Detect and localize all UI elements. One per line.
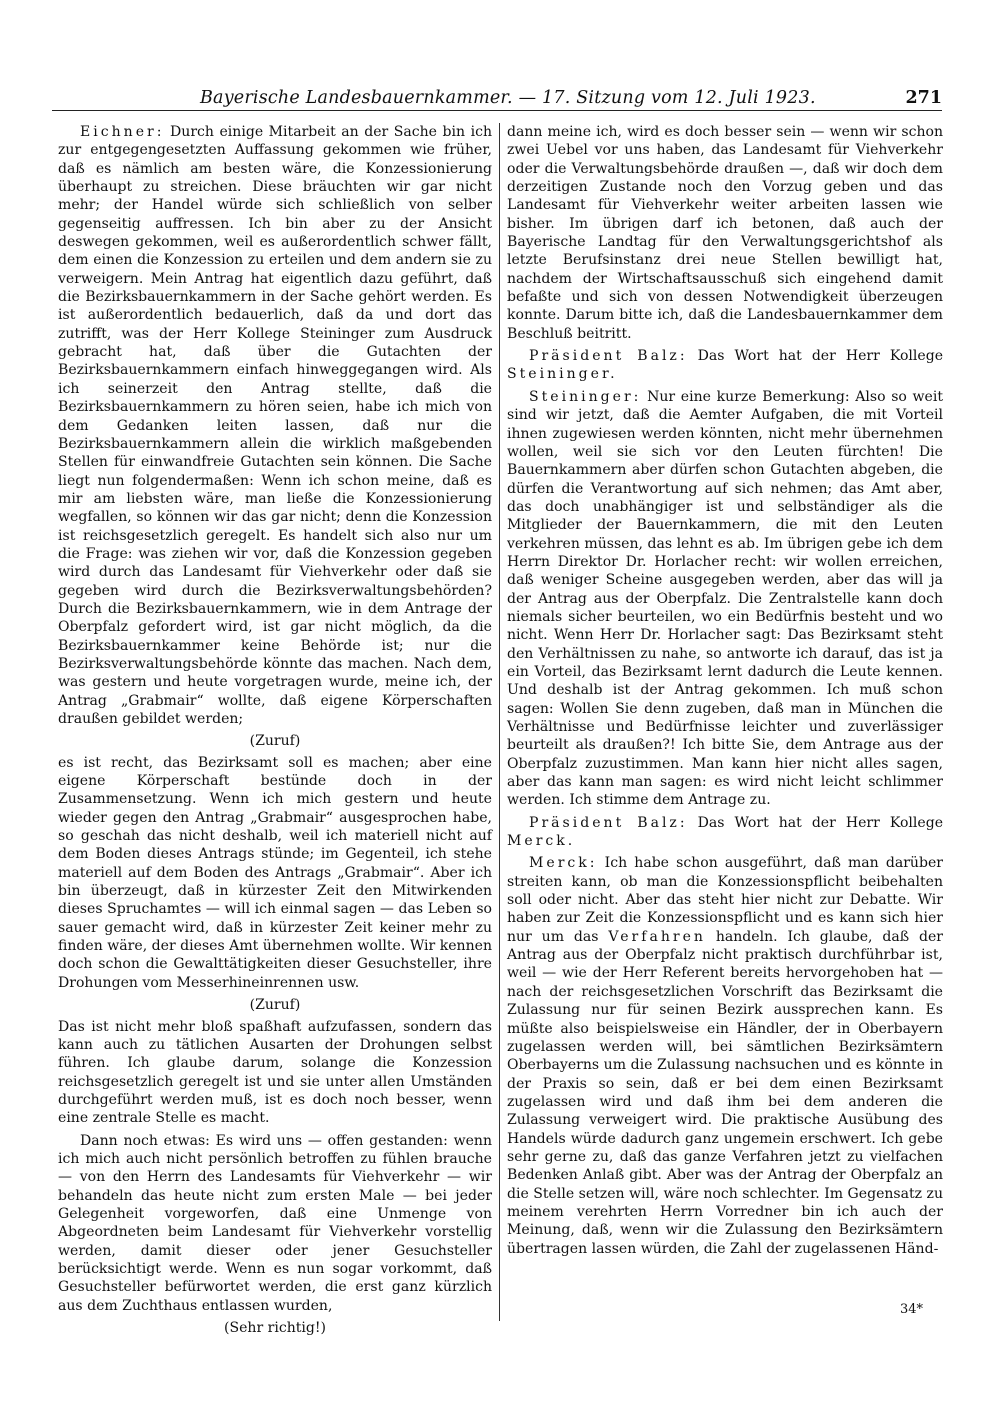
column-divider (499, 123, 500, 1321)
paragraph-steininger (507, 388, 943, 810)
speaker-name: Steininger: (529, 388, 642, 405)
paragraph-text: Ich habe schon ausgeführt, daß man darüber streiten kann, ob man die Konzessionspflicht beibehalten soll oder nicht. Aber das steht hier nicht zur Debatte. Wir haben zur Zeit die Konzessionspflicht und es kann sich hier nur um das (507, 855, 943, 945)
paragraph-text: Das Wort hat der Herr Kollege (697, 814, 944, 831)
paragraph-text: Nur eine kurze Bemerkung: Also so weit sind wir jetzt, daß die Aemter Aufgaben, die mit Vorteil ihnen zugewiesen werden könnten, nicht mehr übernehmen wollen, weil sie sich vor den Leuten fürchten! Die Bauernkammern aber dürfen schon Gutachten abgeben, die dürfen die Verantwortung auf sich nehmen; das Amt aber, das doch unabhängiger ist und selbständiger als die Mitglieder der Bauernkammern, die mit den Leuten verkehren müssen, das lehnt es ab. Im übrigen gebe ich dem Herrn Direktor Dr. Horlacher recht: wir wollen erreichen, daß weniger Scheine ausgegeben werden, aber das will ja der Antrag aus der Oberpfalz. Die Zentralstelle kann doch niemals sicher beurteilen, wo ein Bedürfnis besteht und wo nicht. Wenn Herr Dr. Horlacher sagt: Das Bezirksamt steht den Verhältnissen zu nahe, so antworte ich darauf, das ist ja ein Vorteil, das Bezirksamt lernt dadurch die Leute kennen. Und deshalb ist der Antrag gekommen. Ich muß schon sagen: Wollen Sie denn zugeben, daß man in München die Verhältnisse und Bedürfnisse leichter und zuverlässiger beurteilt als draußen?! Ich bitte Sie, dem Antrage aus der Oberpfalz zuzustimmen. Man kann hier nicht alles sagen, aber das kann man sagen: es wird nicht leicht schlimmer werden. Ich stimme dem Antrage zu. (507, 388, 944, 809)
speaker-name: Präsident Balz: (529, 814, 688, 831)
paragraph-president (507, 814, 943, 851)
speaker-name: Eichner: (80, 124, 165, 140)
paragraph-president (507, 347, 943, 384)
paragraph-text: Dann noch etwas: Es wird uns — offen gestanden: wenn ich mich auch nicht persönlich betroffen zu fühlen brauche — von den Herrn des Landesamts für Viehverkehr — wir behandeln das heute nicht zum ersten Male — bei jeder Gelegenheit vorgeworfen, daß eine Unmenge von Abgeordneten beim Landesamt für Viehverkehr vorstellig werden, damit dieser oder jener Gesuchsteller berücksichtigt werde. Wenn es nun sogar vorkommt, daß Gesuchsteller befürwortet werden, die erst ganz kürzlich aus dem Zuchthaus entlassen wurden, (58, 1132, 492, 1314)
paragraph-text: dann meine ich, wird es doch besser sein — wenn wir schon zwei Uebel vor uns haben, das Landesamt für Viehverkehr oder die Verwaltungsbehörde draußen —, daß wir doch dem derzeitigen Zustande noch den Vorzug geben und das Landesamt für Viehverkehr weiter arbeiten lassen wie bisher. Im übrigen darf ich betonen, daß auch der Bayerische Landtag für den Verwaltungsgerichtshof als letzte Berufsinstanz drei neue Stellen bewilligt hat, nachdem der Wirtschaftsausschuß sich eingehend damit befaßte und sich von dessen Notwendigkeit überzeugen konnte. Darum bitte ich, daß die Landesbauernkammer dem Beschluß beitritt. (507, 124, 943, 342)
right-column (507, 123, 943, 1262)
left-column (58, 123, 492, 1340)
paragraph-text: Durch einige Mitarbeit an der Sache bin ich zur entgegengesetzten Auffassung gekommen wie früher, daß es nämlich am besten wäre, die Konzessionierung überhaupt zu streichen. Diese bräuchten wir gar nicht mehr; der Handel würde sich schließlich von selber gegenseitig auffressen. Ich bin aber zu der Ansicht deswegen gekommen, weil es außerordentlich schwer fällt, dem einen die Konzession zu erteilen und dem andern sie zu verweigern. Mein Antrag hat eigentlich dazu geführt, daß die Bezirksbauernkammern in der Sache gehört werden. Es ist außerordentlich bedauerlich, daß da und dort das zutrifft, was der Herr Kollege Steininger zum Ausdruck gebracht hat, daß über die Gutachten der Bezirksbauernkammern einfach hinweggegangen wird. Als ich seinerzeit den Antrag stellte, daß die Bezirksbauernkammern zu hören seien, habe ich mich von dem Gedanken leiten lassen, daß nur die Bezirksbauernkammern allein die wirklich maßgebenden Stellen für einwandfreie Gutachten sein können. Die Sache liegt nun folgendermaßen: Wenn ich schon meine, daß es mir am liebsten wäre, man ließe die Konzessionierung wegfallen, so können wir das gar nicht; denn die Konzession ist reichsgesetzlich geregelt. Es handelt sich also nur um die Frage: was ziehen wir vor, daß die Konzession gegeben wird durch das Landesamt für Viehverkehr oder daß sie gegeben wird durch die Bezirksverwaltungsbehörden? Durch die Bezirksbauernkammern, wie in dem Antrage der Oberpfalz gefordert wird, ist gar nicht möglich, da die Bezirksbauernkammer keine Behörde ist; nur die Bezirksverwaltungsbehörde könnte das machen. Nach dem, was gestern und heute vorgetragen wurde, meine ich, der Antrag „Grabmair“ wollte, daß eigene Körperschaften draußen gebildet werden; (58, 124, 493, 727)
speaker-name: Präsident Balz: (529, 348, 688, 365)
interjection: (Zuruf) (249, 733, 301, 750)
paragraph-merck (507, 854, 943, 1258)
paragraph-eichner (58, 123, 492, 728)
running-title: Bayerische Landesbauernkammer. — 17. Sitzung vom 12. Juli 1923. (200, 88, 816, 108)
named-member: Merck. (507, 833, 576, 850)
page-number: 271 (905, 88, 942, 108)
emphasized-word: Verfahren (608, 928, 706, 945)
paragraph-text: Das ist nicht mehr bloß spaßhaft aufzufassen, sondern das kann auch zu tätlichen Ausarten der Drohungen selbst führen. Ich glaube darum, solange die Konzession reichsgesetzlich geregelt ist und sie unter allen Umständen durchgeführt werden muß, ist es doch noch besser, wenn eine zentrale Stelle es macht. (58, 1018, 492, 1127)
interjection: (Sehr richtig!) (223, 1320, 327, 1336)
interjection: (Zuruf) (249, 997, 301, 1014)
named-member: Steininger. (507, 366, 618, 383)
paragraph-text: es ist recht, das Bezirksamt soll es machen; aber eine eigene Körperschaft bestünde doch in der Zusammensetzung. Wenn ich mich gestern und heute wieder gegen den Antrag „Grabmair“ ausgesprochen habe, so geschah das nicht deshalb, weil ich materiell nicht auf dem Boden dieses Antrags stünde; im Gegenteil, ich stehe materiell auf dem Boden des Antrags „Grabmair“. Aber ich bin überzeugt, daß in kürzester Zeit den Mitwirkenden dieses Spruchamtes — will ich einmal sagen — das Leben so sauer gemacht wird, daß in kürzester Zeit keiner mehr zu finden wäre, der dieses Amt übernehmen wollte. Wir kennen doch schon die Gewalttätigkeiten dieser Gesuchsteller, ihre Drohungen vom Messerhineinrennen usw. (58, 754, 492, 991)
paragraph-text: Das Wort hat der Herr Kollege (697, 348, 944, 365)
paragraph-text: handeln. Ich glaube, daß der Antrag aus der Oberpfalz nicht praktisch durchführbar ist, weil — wie der Herr Referent bereits hervorgehoben hat — nach der reichsgesetzlichen Vorschrift das Bezirksamt die Zulassung nur für seinen Bezirk aussprechen kann. Es müßte also beispielsweise ein Händler, der in Oberbayern zugelassen werden will, bei sämtlichen Bezirksämtern Oberbayerns um die Zulassung nachsuchen und es könnte in der Praxis so sein, daß er bei dem einen Bezirksamt zugelassen wird und daß ihm bei dem anderen die Zulassung verweigert wird. Die praktische Ausübung des Handels würde dadurch ganz ungemein erschwert. Ich gebe sehr gerne zu, daß das ganze Verfahren jetzt zu vielfachen Bedenken Anlaß gibt. Aber was der Antrag der Oberpfalz an die Stelle setzen will, wäre noch schlechter. Im Gegensatz zu meinem verehrten Herrn Vorredner bin ich auch der Meinung, daß, wenn wir die Zulassung den Bezirksämtern übertragen lassen würden, die Zahl der zugelassenen Händ- (507, 928, 943, 1257)
page-header (52, 88, 942, 111)
signature-mark: 34* (900, 1302, 924, 1317)
speaker-name: Merck: (529, 855, 598, 872)
